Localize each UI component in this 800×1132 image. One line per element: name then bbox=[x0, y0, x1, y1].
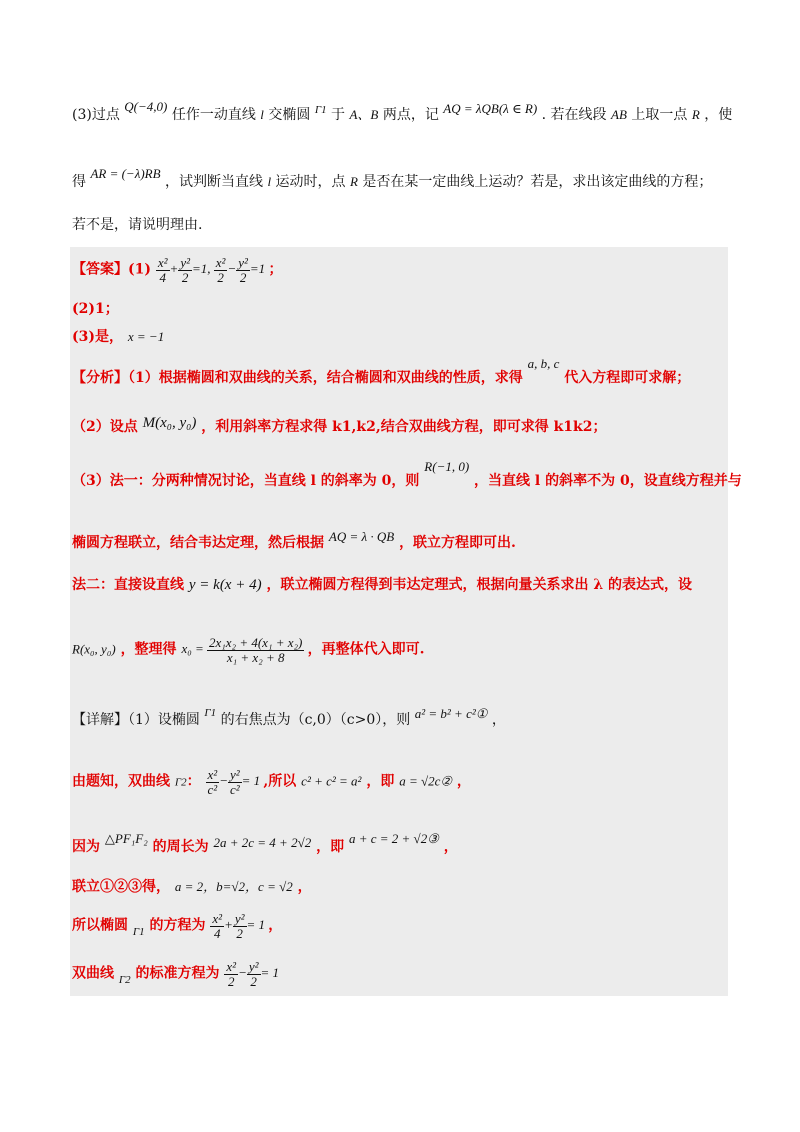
answer-line-1: 【答案】(1) $\frac{\text{x²}}{4}$ + $\frac{\text{y²}}{2}$ =1, $\frac{\text{x²}}{2}$ − $\frac{\text{y²}}{2}$ =1 ； bbox=[72, 255, 283, 285]
analysis-line-3: （3）法一：分两种情况讨论，当直线 l 的斜率为 0，则 R(−1, 0) ，当直线 l 的斜率不为 0，设直线方程并与 bbox=[72, 459, 742, 489]
vector-equation: AQ = λQB(λ ∈ R) bbox=[443, 101, 538, 116]
gamma1-symbol: Γ1 bbox=[314, 104, 327, 116]
detail-line-4: 联立①②③得， a = 2，b=√2，c = √2 ， bbox=[72, 879, 312, 895]
point-q: Q(−4,0) bbox=[124, 99, 168, 114]
analysis-line-1: 【分析】（1）根据椭圆和双曲线的关系，结合椭圆和双曲线的性质，求得 a, b, c 代入方程即可求解； bbox=[72, 356, 691, 386]
detail-line-2: 由题知，双曲线 Γ2： $\frac{\text{x²}}{\text{c²}}$ − $\frac{\text{y²}}{\text{c²}}$ = 1 ,所以 c² + c² = a² ，即 a = √2c② ， bbox=[72, 767, 471, 797]
answer-label: 【答案】 bbox=[72, 261, 128, 278]
detail-line-5: 所以椭圆 $_{\Gamma 1}$ 的方程为 $\frac{\text{x²}}{4}$ + $\frac{\text{y²}}{2}$ = 1 ， bbox=[72, 911, 283, 941]
detail-label: 【详解】 bbox=[72, 712, 128, 728]
vector-equation-2: AR = (−λ)RB bbox=[90, 166, 161, 181]
detail-line-6: 双曲线 $_{\Gamma 2}$ 的标准方程为 $\frac{\text{x²}}{2}$ − $\frac{\text{y²}}{2}$ = 1 bbox=[72, 959, 280, 989]
answer-line-2: (2)1； bbox=[72, 301, 119, 317]
detail-line-1: 【详解】（1）设椭圆 $^{\Gamma 1}$ 的右焦点为（c,0）（c>0），则 a² = b² + c²① ， bbox=[72, 706, 506, 728]
analysis-line-5: 法二：直接设直线 y = k(x + 4) ，联立椭圆方程得到韦达定理式，根据向量关系求出 λ 的表达式，设 bbox=[72, 577, 693, 593]
analysis-line-4: 椭圆方程联立，结合韦达定理，然后根据 AQ = λ · QB ，联立方程即可出. bbox=[72, 529, 516, 551]
analysis-line-6: R(x₀, y₀) ，整理得 x₀ = $\frac{\text{2x₁x₂ + 4(x₁ + x₂)}}{\text{x₁ + x₂ + 8}}$ ，再整体代入即可. bbox=[72, 635, 425, 665]
analysis-line-2: （2）设点 M(x₀, y₀) ，利用斜率方程求得 k1,k2,结合双曲线方程，即可求得 k1k2； bbox=[72, 415, 607, 435]
question-line-3: 若不是，请说明理由. bbox=[72, 217, 203, 233]
analysis-label: 【分析】 bbox=[72, 370, 128, 386]
detail-line-3: 因为 △PF₁F₂ 的周长为 2a + 2c = 4 + 2√2 ，即 a + c = 2 + √2③ ， bbox=[72, 831, 458, 855]
answer-line-3: (3)是， x = −1 bbox=[72, 329, 165, 345]
question-line-2: 得 AR = (−λ)RB ，试判断当直线 l 运动时，点 R 是否在某一定曲线上运动？若是，求出该定曲线的方程； bbox=[72, 166, 713, 190]
question-line-1: (3)过点 Q(−4,0) 任作一动直线 l 交椭圆 $^{\Gamma 1}$ 于 A、B 两点，记 AQ = λQB(λ ∈ R) . 若在线段 AB 上取一点 R ，使 bbox=[72, 99, 733, 123]
